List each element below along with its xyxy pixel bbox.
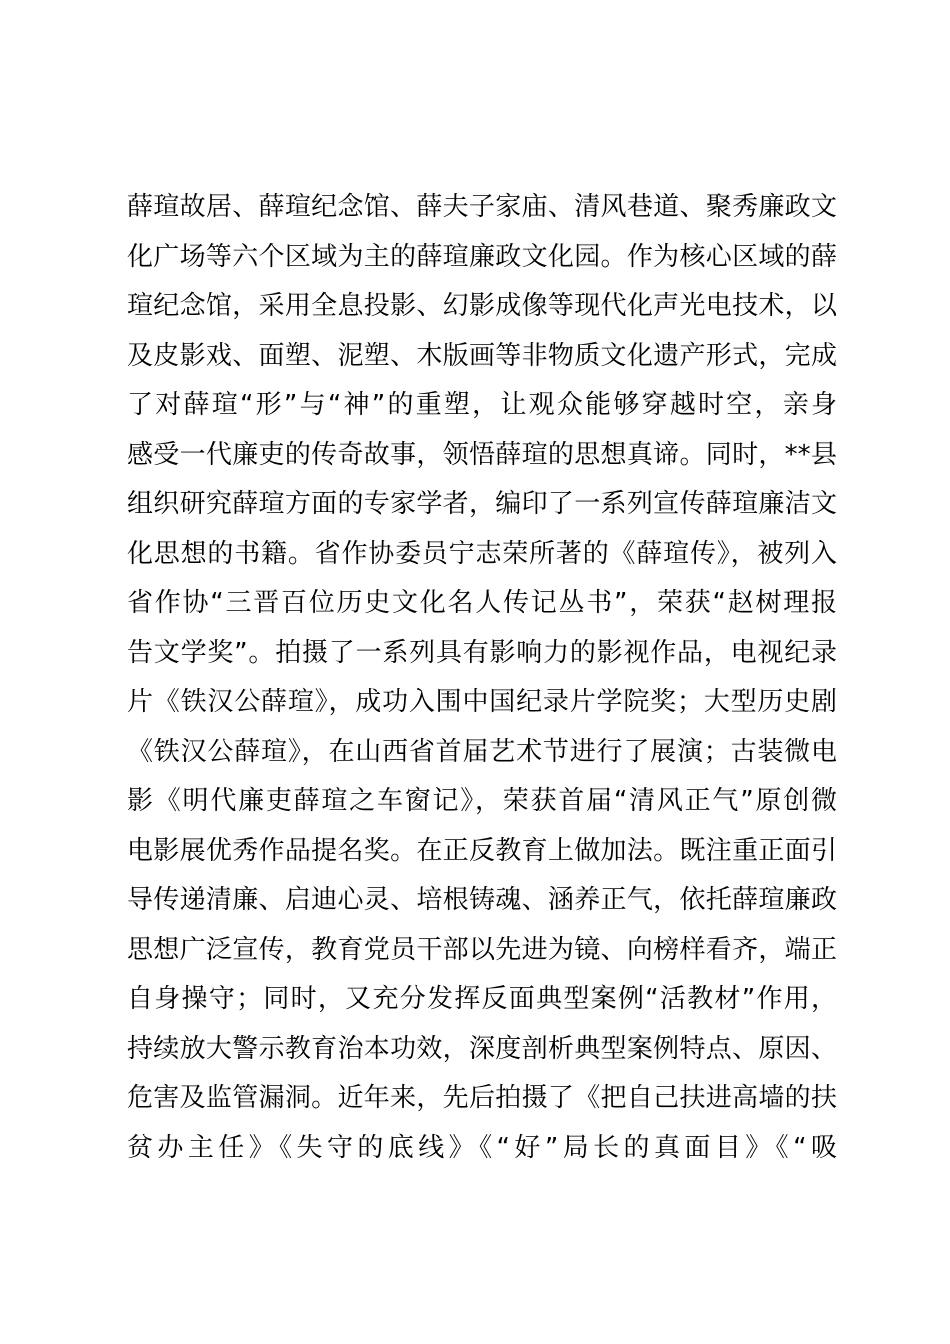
text-line-11: 片《铁汉公薛瑄》，成功入围中国纪录片学院奖；大型历史剧 <box>127 687 837 717</box>
text-line-7: 组织研究薛瑄方面的专家学者，编印了一系列宣传薛瑄廉洁文 <box>127 489 837 519</box>
text-line-20: 贫办主任》《失守的底线》《“好”局长的真面目》《“吸 <box>127 1132 837 1163</box>
text-line-13: 影《明代廉吏薛瑄之车窗记》，荣获首届“清风正气”原创微 <box>127 786 837 816</box>
text-line-5: 了对薛瑄“形”与“神”的重塑，让观众能够穿越时空，亲身 <box>127 390 837 420</box>
text-line-19: 危害及监管漏洞。近年来，先后拍摄了《把自己扶进高墙的扶 <box>127 1083 837 1113</box>
text-line-10: 告文学奖”。拍摄了一系列具有影响力的影视作品，电视纪录 <box>127 637 837 668</box>
text-line-16: 思想广泛宣传，教育党员干部以先进为镜、向榜样看齐，端正 <box>127 934 837 965</box>
body-paragraph <box>127 183 837 1173</box>
text-line-3: 瑄纪念馆，采用全息投影、幻影成像等现代化声光电技术，以 <box>127 291 837 321</box>
text-line-4: 及皮影戏、面塑、泥塑、木版画等非物质文化遗产形式，完成 <box>127 340 837 371</box>
text-line-18: 持续放大警示教育治本功效，深度剖析典型案例特点、原因、 <box>127 1033 837 1064</box>
text-line-9: 省作协“三晋百位历史文化名人传记丛书”，荣获“赵树理报 <box>127 588 837 618</box>
text-line-14: 电影展优秀作品提名奖。在正反教育上做加法。既注重正面引 <box>127 835 837 866</box>
text-line-15: 导传递清廉、启迪心灵、培根铸魂、涵养正气，依托薛瑄廉政 <box>127 885 837 915</box>
text-line-17: 自身操守；同时，又充分发挥反面典型案例“活教材”作用， <box>127 984 837 1014</box>
text-line-6: 感受一代廉吏的传奇故事，领悟薛瑄的思想真谛。同时，**县 <box>127 439 837 470</box>
text-line-2: 化广场等六个区域为主的薛瑄廉政文化园。作为核心区域的薛 <box>127 241 837 272</box>
text-line-8: 化思想的书籍。省作协委员宁志荣所著的《薛瑄传》，被列入 <box>127 538 837 569</box>
text-line-12: 《铁汉公薛瑄》，在山西省首届艺术节进行了展演；古装微电 <box>127 736 837 767</box>
text-line-1: 薛瑄故居、薛瑄纪念馆、薛夫子家庙、清风巷道、聚秀廉政文 <box>127 192 837 222</box>
